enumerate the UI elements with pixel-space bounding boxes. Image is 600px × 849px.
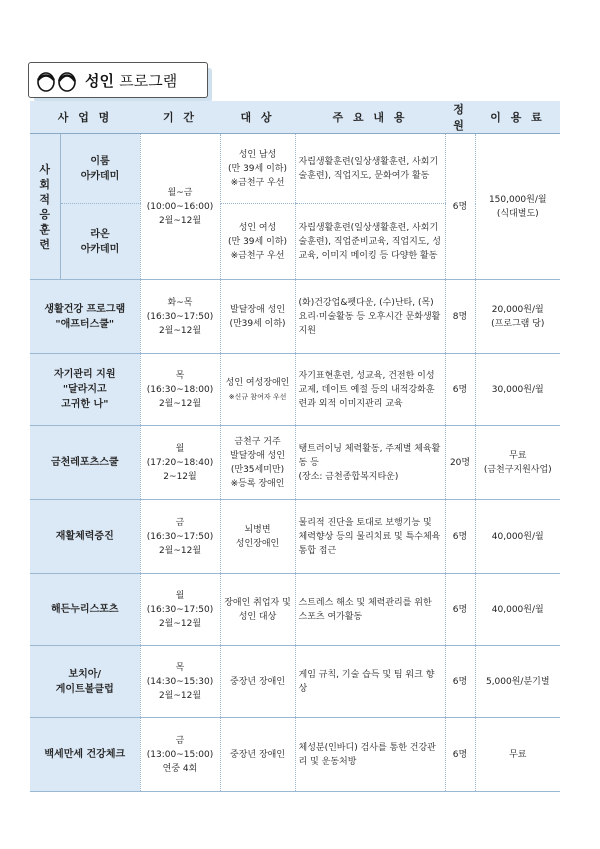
period-cell-text: 목 (16:30~18:00) 2월~12월 [146, 370, 214, 409]
fee-cell [475, 426, 560, 500]
period-cell [140, 718, 220, 792]
period-cell [140, 280, 220, 354]
content-cell-text: 물리적 진단을 토대로 보행기능 및 체력향상 등의 물리치료 및 특수체육 통합 접근 [298, 517, 441, 556]
fee-cell-text: 20,000원/월 (프로그램 당) [491, 304, 545, 329]
table-row [30, 354, 560, 426]
content-cell [295, 646, 445, 718]
table-row [30, 646, 560, 718]
program-name [30, 354, 140, 426]
title-bold: 성인 [85, 72, 114, 90]
header-program: 사 업 명 [30, 101, 140, 134]
period-cell [140, 354, 220, 426]
period-cell-text: 월 (16:30~17:50) 2월~12월 [146, 590, 214, 629]
capacity-cell: 6명 [445, 134, 475, 280]
table-row [30, 574, 560, 646]
program-name-text: 생활건강 프로그램 "애프터스쿨" [44, 303, 126, 330]
capacity-cell-text: 6명 [452, 604, 468, 615]
target-cell [220, 718, 295, 792]
target-cell [220, 354, 295, 426]
program-name [30, 280, 140, 354]
program-name [30, 574, 140, 646]
period-cell [140, 646, 220, 718]
fee-cell-text: 무료 (금천구지원사업) [483, 450, 552, 475]
content-cell: 자립생활훈련(일상생활훈련, 사회기술훈련), 직업지도, 문화여가 활동 [295, 134, 445, 204]
program-name [30, 426, 140, 500]
faces-icon [35, 70, 79, 92]
fee-cell-text: 5,000원/분기별 [485, 676, 550, 687]
fee-cell [475, 354, 560, 426]
header-capacity: 정 원 [445, 101, 475, 134]
period-cell-text: 화~목 (16:30~17:50) 2월~12월 [146, 297, 214, 336]
program-name-text: 재활체력증진 [55, 531, 114, 542]
sub-program-name: 라온 아카데미 [60, 204, 140, 280]
capacity-cell [445, 718, 475, 792]
content-cell-text: 스트레스 해소 및 체력관리를 위한 스포츠 여가활동 [298, 597, 432, 622]
program-name [30, 646, 140, 718]
table-row [30, 134, 560, 204]
content-cell [295, 280, 445, 354]
capacity-cell-text: 8명 [452, 311, 468, 322]
target-cell-text: 중장년 장애인 [230, 676, 286, 687]
content-cell [295, 574, 445, 646]
target-cell-text: 성인 여성장애인 [225, 377, 290, 388]
capacity-cell-text: 6명 [452, 384, 468, 395]
capacity-cell [445, 500, 475, 574]
period-cell-text: 월 (17:20~18:40) 2~12월 [146, 443, 214, 482]
target-cell [220, 280, 295, 354]
title-rest: 프로그램 [119, 72, 178, 90]
program-name [30, 500, 140, 574]
fee-cell-text: 40,000원/월 [491, 531, 544, 542]
fee-cell [475, 646, 560, 718]
capacity-cell [445, 574, 475, 646]
header-target: 대 상 [220, 101, 295, 134]
table-row [30, 500, 560, 574]
content-cell [295, 718, 445, 792]
section-title [28, 62, 208, 100]
program-name-text: 보치아/ 게이트볼클럽 [55, 668, 114, 695]
category-cell: 사 회 적 응 훈 련 [30, 134, 60, 280]
capacity-cell [445, 354, 475, 426]
target-cell [220, 646, 295, 718]
table-row [30, 718, 560, 792]
fee-cell [475, 718, 560, 792]
header-content: 주 요 내 용 [295, 101, 445, 134]
content-cell-text: 자기표현훈련, 성교육, 건전한 이성교제, 데이트 예절 등의 내적강화훈련과 외적 이미지관리 교육 [298, 370, 435, 409]
period-cell [140, 426, 220, 500]
program-name [30, 718, 140, 792]
fee-cell-text: 무료 [509, 749, 527, 760]
fee-cell [475, 574, 560, 646]
table-row [30, 426, 560, 500]
fee-cell [475, 280, 560, 354]
capacity-cell-text: 6명 [452, 531, 468, 542]
capacity-cell [445, 280, 475, 354]
capacity-cell-text: 6명 [452, 749, 468, 760]
program-table [30, 101, 560, 792]
target-cell [220, 574, 295, 646]
title-box [28, 62, 208, 98]
header-row [30, 101, 560, 134]
period-cell [140, 500, 220, 574]
period-cell-text: 금 (16:30~17:50) 2월~12월 [146, 517, 214, 556]
target-cell [220, 500, 295, 574]
sub-program-name: 이룸 아카데미 [60, 134, 140, 204]
target-note: ※신규 참여자 우선 [228, 392, 287, 401]
fee-cell [475, 500, 560, 574]
header-period: 기 간 [140, 101, 220, 134]
fee-cell-text: 40,000원/월 [491, 604, 544, 615]
target-cell-text: 발달장애 성인 (만39세 이하) [229, 304, 286, 329]
capacity-cell-text: 6명 [452, 676, 468, 687]
target-cell-text: 중장년 장애인 [230, 749, 286, 760]
title-text [85, 70, 177, 91]
target-cell-text: 뇌병변 성인장애인 [235, 524, 280, 549]
content-cell-text: 게임 규칙, 기술 습득 및 팀 워크 향상 [298, 669, 435, 694]
fee-cell: 150,000원/월 (식대별도) [475, 134, 560, 280]
content-cell-text: (화)건강업&펫다운, (수)난타, (목)요리·미술활동 등 오후시간 문화생활 지원 [298, 297, 441, 336]
target-cell-text: 금천구 거주 발달장애 성인 (만35세미만) ※등록 장애인 [230, 436, 286, 489]
content-cell-text: 체성분(인바디) 검사를 통한 건강관리 및 운동처방 [298, 742, 436, 767]
content-cell [295, 426, 445, 500]
content-cell: 자립생활훈련(일상생활훈련, 사회기술훈련), 직업준비교육, 직업지도, 성교육, 이미지 메이킹 등 다양한 활동 [295, 204, 445, 280]
content-cell-text: 탱트러이닝 체력활동, 주제별 체육활동 등 (장소: 금천종합복지타운) [298, 443, 441, 482]
capacity-cell [445, 646, 475, 718]
header-fee: 이 용 료 [475, 101, 560, 134]
period-cell-text: 목 (14:30~15:30) 2월~12월 [146, 662, 214, 701]
content-cell [295, 500, 445, 574]
capacity-cell-text: 20명 [449, 457, 471, 468]
fee-cell-text: 30,000원/월 [491, 384, 544, 395]
program-name-text: 해든누리스포츠 [50, 604, 119, 615]
content-cell [295, 354, 445, 426]
program-name-text: 금천레포츠스쿨 [50, 457, 119, 468]
target-cell: 성인 남성 (만 39세 이하) ※금천구 우선 [220, 134, 295, 204]
target-cell: 성인 여성 (만 39세 이하) ※금천구 우선 [220, 204, 295, 280]
program-name-text: 자기관리 지원 "달라지고 고귀한 나" [54, 369, 116, 410]
period-cell: 월~금 (10:00~16:00) 2월~12월 [140, 134, 220, 280]
target-cell-text: 장애인 취업자 및 성인 대상 [224, 597, 291, 622]
program-name-text: 백세만세 건강체크 [44, 749, 126, 760]
target-cell [220, 426, 295, 500]
period-cell-text: 금 (13:00~15:00) 연중 4회 [146, 735, 214, 774]
table-row [30, 280, 560, 354]
period-cell [140, 574, 220, 646]
capacity-cell [445, 426, 475, 500]
